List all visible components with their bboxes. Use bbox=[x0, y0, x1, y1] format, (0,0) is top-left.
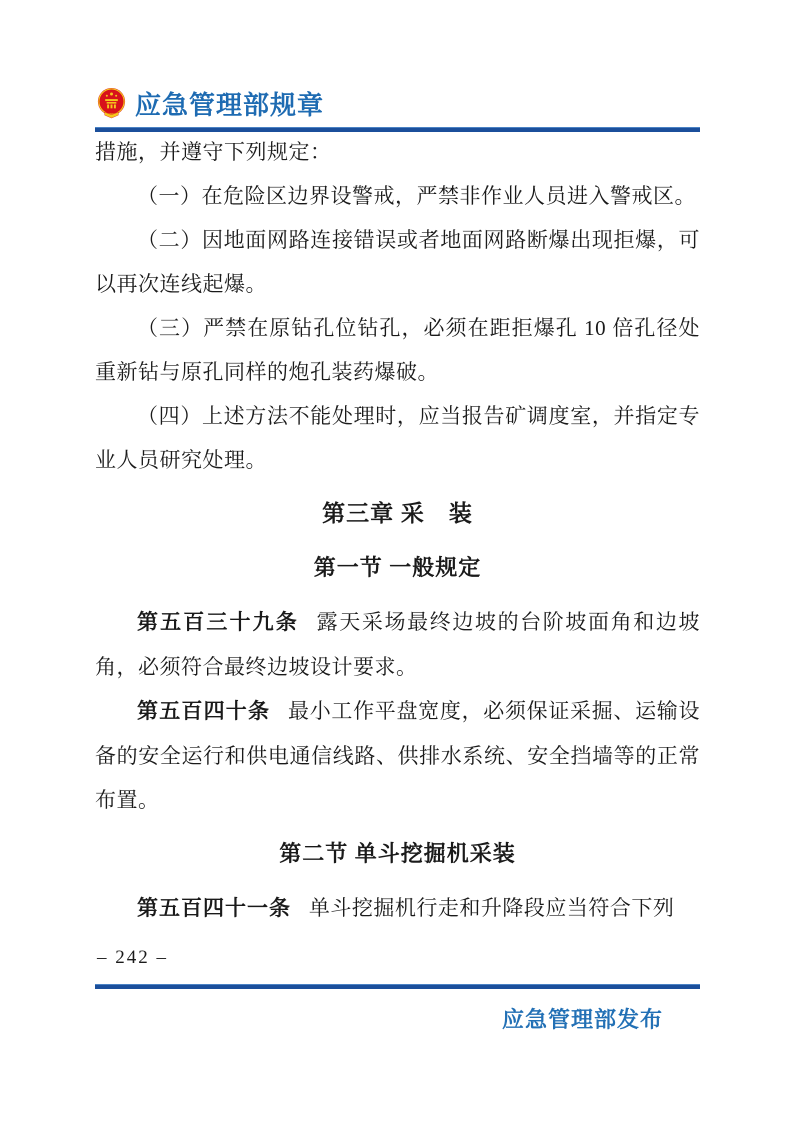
header-title: 应急管理部规章 bbox=[135, 89, 325, 120]
list-item-4: （四）上述方法不能处理时，应当报告矿调度室，并指定专业人员研究处理。 bbox=[95, 404, 700, 472]
article-539-number: 第五百三十九条 bbox=[137, 611, 299, 634]
article-539 bbox=[95, 600, 700, 689]
article-540-number: 第五百四十条 bbox=[137, 700, 271, 723]
publisher-label: 应急管理部发布 bbox=[501, 1007, 663, 1032]
section-heading-2: 第二节 单斗挖掘机采装 bbox=[279, 841, 516, 866]
article-539-text: 露天采场最终边坡的台阶坡面角和边坡角，必须符合最终边坡设计要求。 bbox=[95, 610, 701, 679]
list-item-1: （一）在危险区边界设警戒，严禁非作业人员进入警戒区。 bbox=[137, 184, 696, 208]
article-541-text: 单斗挖掘机行走和升降段应当符合下列 bbox=[308, 896, 675, 920]
article-541-number: 第五百四十一条 bbox=[137, 897, 291, 920]
article-540-text: 最小工作平盘宽度，必须保证采掘、运输设备的安全运行和供电通信线路、供排水系统、安全挡墙等的正常布置。 bbox=[95, 699, 701, 812]
article-541 bbox=[95, 886, 700, 931]
document-body bbox=[95, 130, 700, 931]
section-heading-1: 第一节 一般规定 bbox=[313, 555, 482, 580]
list-item-3: （三）严禁在原钻孔位钻孔，必须在距拒爆孔 10 倍孔径处重新钻与原孔同样的炮孔装药爆破。 bbox=[95, 316, 700, 384]
national-emblem-icon bbox=[95, 86, 128, 121]
page-number: – 242 – bbox=[97, 947, 168, 968]
chapter-heading: 第三章 采 装 bbox=[322, 501, 473, 526]
footer-rule bbox=[95, 984, 700, 989]
article-540 bbox=[95, 689, 700, 822]
document-header bbox=[95, 82, 700, 124]
list-item-2: （二）因地面网路连接错误或者地面网路断爆出现拒爆，可以再次连线起爆。 bbox=[95, 228, 700, 296]
paragraph-continuation: 措施，并遵守下列规定： bbox=[95, 140, 332, 164]
